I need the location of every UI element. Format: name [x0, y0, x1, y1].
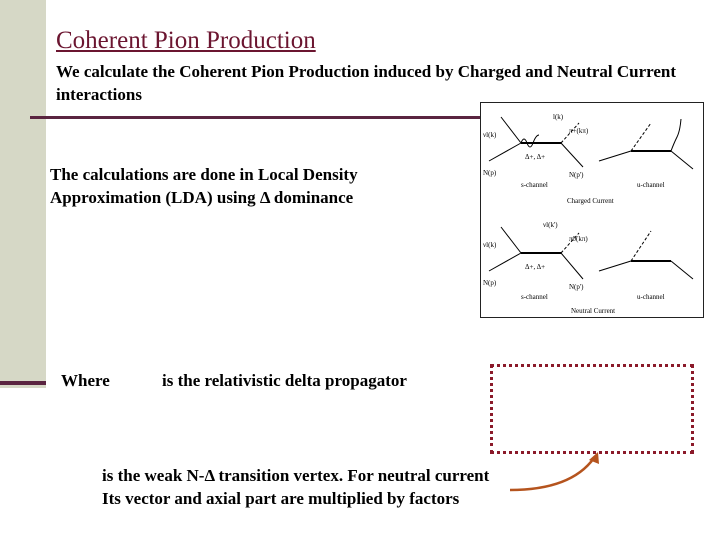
- feynman-diagram-svg: [481, 103, 703, 317]
- nc-label-pion: π0(kπ): [569, 235, 588, 243]
- cc-u-baryon-in: [599, 151, 631, 161]
- cc-s-wboson: [521, 135, 539, 147]
- nc-u-baryon-in: [599, 261, 631, 271]
- cc-label-delta: Δ+, Δ+: [525, 153, 546, 161]
- vertex-line2: Its vector and axial part are multiplied by factors: [102, 489, 460, 508]
- nc-caption: Neutral Current: [571, 307, 616, 315]
- nc-s-baryon-out: [561, 253, 583, 279]
- cc-s-channel-label: s-channel: [521, 181, 548, 189]
- nc-label-nu: νl(k): [483, 241, 497, 249]
- cc-u-pion: [631, 123, 651, 151]
- vertex-suffix: transition vertex. For neutral current: [218, 466, 490, 485]
- nc-u-baryon-out: [671, 261, 693, 279]
- delta-symbol: Δ: [204, 466, 215, 485]
- curved-arrow: [506, 450, 606, 495]
- lda-line1: The calculations are done in Local Density: [50, 165, 358, 184]
- cc-s-baryon-out: [561, 143, 583, 167]
- horizontal-rule: [30, 116, 482, 119]
- cc-u-baryon-out: [671, 151, 693, 169]
- nc-s-lepton-in: [501, 227, 521, 253]
- cc-label-pion: π+(kπ): [569, 127, 589, 135]
- cc-u-channel-label: u-channel: [637, 181, 665, 189]
- lda-text: [50, 163, 470, 209]
- nc-label-nucleon-out: N(p'): [569, 283, 584, 291]
- vertex-prefix: is the weak N-: [102, 466, 205, 485]
- left-accent-stripe: [0, 381, 46, 385]
- cc-label-nucleon-in: N(p): [483, 169, 497, 177]
- nc-u-pion: [631, 231, 651, 261]
- cc-caption: Charged Current: [567, 197, 614, 205]
- delta-symbol: Δ: [259, 188, 270, 207]
- where-label: Where: [61, 371, 110, 390]
- cc-s-baryon-in: [489, 143, 521, 161]
- vertex-formula-box: [490, 364, 694, 454]
- nc-label-nu-out: νl(k'): [543, 221, 558, 229]
- nc-u-channel-label: u-channel: [637, 293, 665, 301]
- propagator-text: is the relativistic delta propagator: [162, 371, 407, 390]
- lda-line2-prefix: Approximation (LDA) using: [50, 188, 256, 207]
- cc-label-nucleon-out: N(p'): [569, 171, 584, 179]
- lda-line2-suffix: dominance: [273, 188, 354, 207]
- intro-text: We calculate the Coherent Pion Production induced by Charged and Neutral Current interactions: [56, 62, 677, 104]
- nc-s-baryon-in: [489, 253, 521, 271]
- nc-label-nucleon-in: N(p): [483, 279, 497, 287]
- cc-label-lepton: l(k): [553, 113, 564, 121]
- left-accent-bar: [0, 0, 46, 388]
- nc-s-channel-label: s-channel: [521, 293, 548, 301]
- cc-s-lepton-in: [501, 117, 521, 143]
- feynman-diagrams: [480, 102, 704, 318]
- cc-u-wboson: [671, 119, 681, 151]
- cc-label-nu: νl(k): [483, 131, 497, 139]
- nc-label-delta: Δ+, Δ+: [525, 263, 546, 271]
- slide-title: Coherent Pion Production: [56, 27, 316, 54]
